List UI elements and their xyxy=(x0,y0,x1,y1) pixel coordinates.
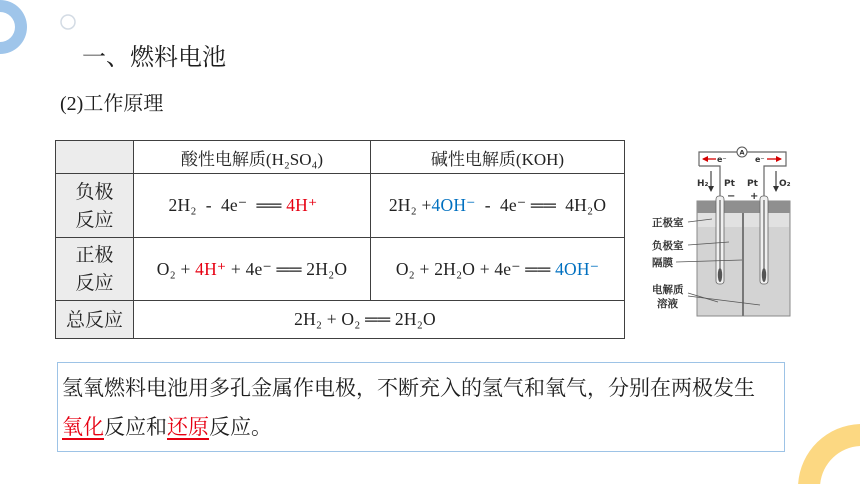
equation-text: O₂ + xyxy=(156,258,196,279)
top-left-ring-decoration xyxy=(0,0,27,54)
right-electrode-tip xyxy=(762,268,766,282)
electrode-label-right: Pt xyxy=(747,179,758,189)
left-electrode-tip xyxy=(718,268,722,282)
small-circle-decoration xyxy=(61,15,75,29)
keyword-reduction: 还原 xyxy=(167,415,209,439)
equation-text: O₂ + 2H₂O + 4e⁻ ══ xyxy=(395,258,556,279)
table-row-overall-reaction xyxy=(56,301,625,339)
section-subtitle: (2)工作原理 xyxy=(60,93,164,115)
electron-label-left: e⁻ xyxy=(717,155,727,164)
note-line-1: 氢氧燃料电池用多孔金属作电极，不断充入的氢气和氧气，分别在两极发生 xyxy=(62,376,755,400)
equation-reactant-highlight: 4OH⁻ xyxy=(431,195,476,215)
note-text: 反应。 xyxy=(209,415,272,439)
table-header-row xyxy=(56,141,625,174)
polarity-negative: − xyxy=(727,191,736,202)
header-alkaline-electrolyte: 碱性电解质(KOH) xyxy=(371,141,625,174)
row-label-positive-electrode xyxy=(56,238,134,301)
bottom-right-ring-decoration xyxy=(798,424,860,484)
callout-positive-chamber: 正极室 xyxy=(652,217,684,229)
equation-text: - 4e⁻ ══ 4H₂O xyxy=(475,195,607,215)
equation-positive-alkaline xyxy=(371,259,624,280)
equation-negative-alkaline xyxy=(371,195,624,216)
equation-negative-acid xyxy=(134,195,352,216)
container-lid xyxy=(697,201,790,213)
header-acid-electrolyte: 酸性电解质(H₂SO₄) xyxy=(134,141,371,174)
row-label-line: 负极 xyxy=(75,180,114,203)
note-text: 反应和 xyxy=(104,415,167,439)
callout-membrane: 隔膜 xyxy=(652,257,673,269)
equation-overall xyxy=(134,309,596,330)
electrode-reaction-table xyxy=(55,140,625,339)
page-title: 一、燃料电池 xyxy=(82,43,226,71)
callout-electrolyte: 电解质 xyxy=(652,284,684,296)
row-label-negative-electrode xyxy=(56,174,134,238)
equation-text: 2H₂ + xyxy=(388,195,432,215)
callout-negative-chamber: 负极室 xyxy=(652,240,684,252)
table-row-positive-electrode xyxy=(56,238,625,301)
electron-label-right: e⁻ xyxy=(755,155,765,164)
callout-electrolyte-line2: 溶液 xyxy=(657,298,678,310)
explanation-box xyxy=(57,362,785,452)
table-row-negative-electrode xyxy=(56,174,625,238)
row-label-line: 反应 xyxy=(75,208,114,231)
table-corner-cell xyxy=(56,141,134,174)
cell-negative-acid xyxy=(134,174,371,238)
cell-overall-equation xyxy=(134,301,625,339)
equation-text: 2H₂ - 4e⁻ ══ xyxy=(168,195,287,215)
gas-label-hydrogen: H₂ xyxy=(697,179,709,189)
equation-product-highlight: 4H⁺ xyxy=(286,195,318,215)
equation-positive-acid xyxy=(134,259,370,280)
cell-positive-acid xyxy=(134,238,371,301)
cell-positive-alkaline xyxy=(371,238,625,301)
equation-reactant-highlight: 4H⁺ xyxy=(195,258,227,279)
row-label-overall-reaction: 总反应 xyxy=(56,301,134,339)
fuel-cell-diagram xyxy=(646,140,798,322)
note-line-2 xyxy=(62,408,784,447)
electrode-label-left: Pt xyxy=(724,179,735,189)
cell-negative-alkaline xyxy=(371,174,625,238)
ammeter-label: A xyxy=(739,148,745,157)
gas-label-oxygen: O₂ xyxy=(779,179,791,189)
row-label-line: 正极 xyxy=(75,244,114,266)
equation-product-highlight: 4OH⁻ xyxy=(555,258,600,279)
equation-text: + 4e⁻ ══ 2H₂O xyxy=(226,258,348,279)
row-label-line: 反应 xyxy=(75,272,114,294)
polarity-positive: + xyxy=(750,191,759,202)
equation-text: 2H₂ + O₂ ══ 2H₂O xyxy=(294,309,436,329)
keyword-oxidation: 氧化 xyxy=(62,415,104,439)
